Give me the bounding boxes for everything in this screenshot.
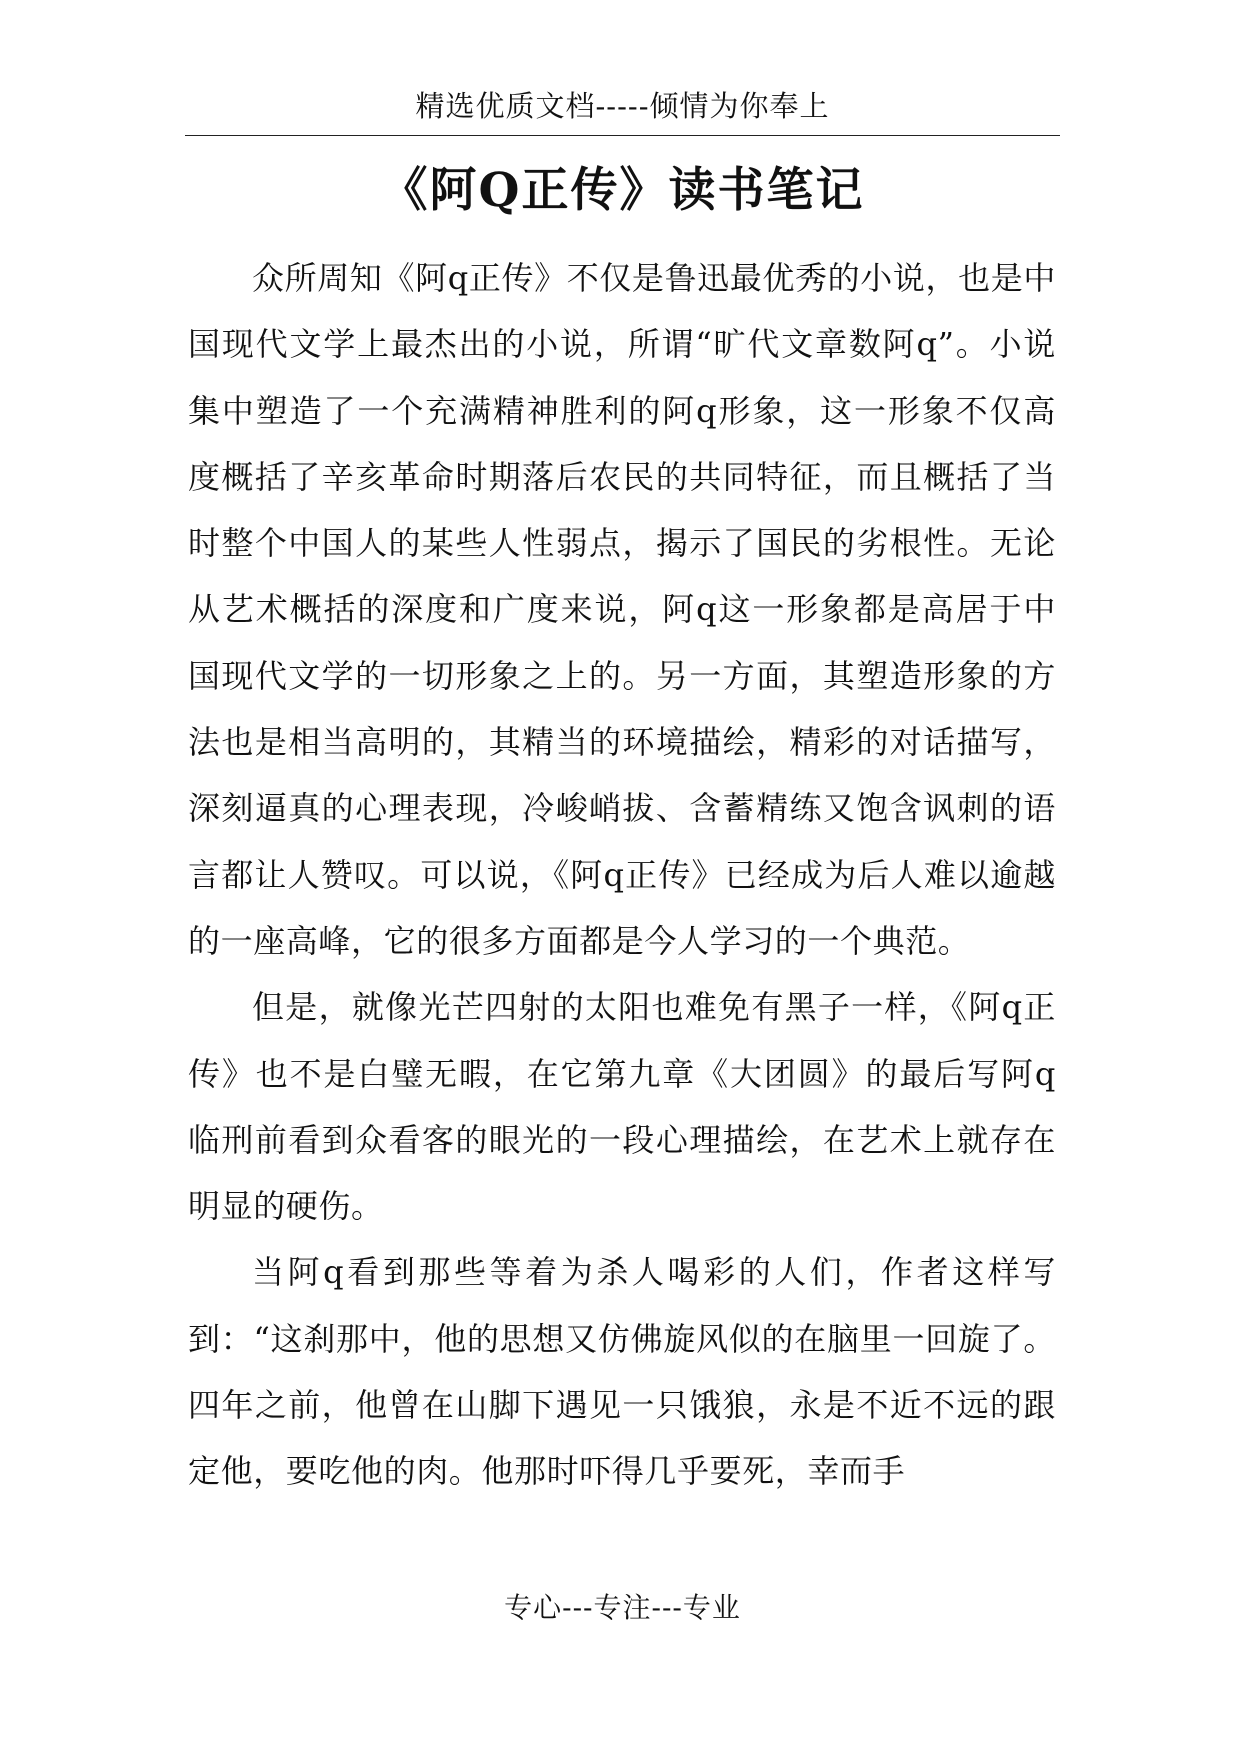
paragraph-3: 当阿q看到那些等着为杀人喝彩的人们，作者这样写到：“这刹那中，他的思想又仿佛旋风似的在脑里一回旋了。四年之前，他曾在山脚下遇见一只饿狼，永是不近不远的跟定他，要吃他的肉。他那时吓得几乎要死，幸而手 (188, 1253, 1056, 1491)
document-title: 《阿Q正传》读书笔记 (380, 163, 865, 218)
paragraph-1: 众所周知《阿q正传》不仅是鲁迅最优秀的小说，也是中国现代文学上最杰出的小说，所谓“旷代文章数阿q”。小说集中塑造了一个充满精神胜利的阿q形象，这一形象不仅高度概括了辛亥革命时期落后农民的共同特征，而且概括了当时整个中国人的某些人性弱点，揭示了国民的劣根性。无论从艺术概括的深度和广度来说，阿q这一形象都是高居于中国现代文学的一切形象之上的。另一方面，其塑造形象的方法也是相当高明的，其精当的环境描绘，精彩的对话描写，深刻逼真的心理表现，冷峻峭拔、含蓄精练又饱含讽刺的语言都让人赞叹。可以说，《阿q正传》已经成为后人难以逾越的一座高峰，它的很多方面都是今人学习的一个典范。 (188, 259, 1056, 960)
document-body (188, 245, 1056, 1505)
header-divider (185, 135, 1060, 136)
paragraph-2: 但是，就像光芒四射的太阳也难免有黑子一样，《阿q正传》也不是白璧无暇，在它第九章《大团圆》的最后写阿q临刑前看到众看客的眼光的一段心理描绘，在艺术上就存在明显的硬伤。 (188, 988, 1056, 1226)
page-header: 精选优质文档-----倾情为你奉上 (415, 89, 830, 123)
page-footer: 专心---专注---专业 (504, 1591, 741, 1624)
